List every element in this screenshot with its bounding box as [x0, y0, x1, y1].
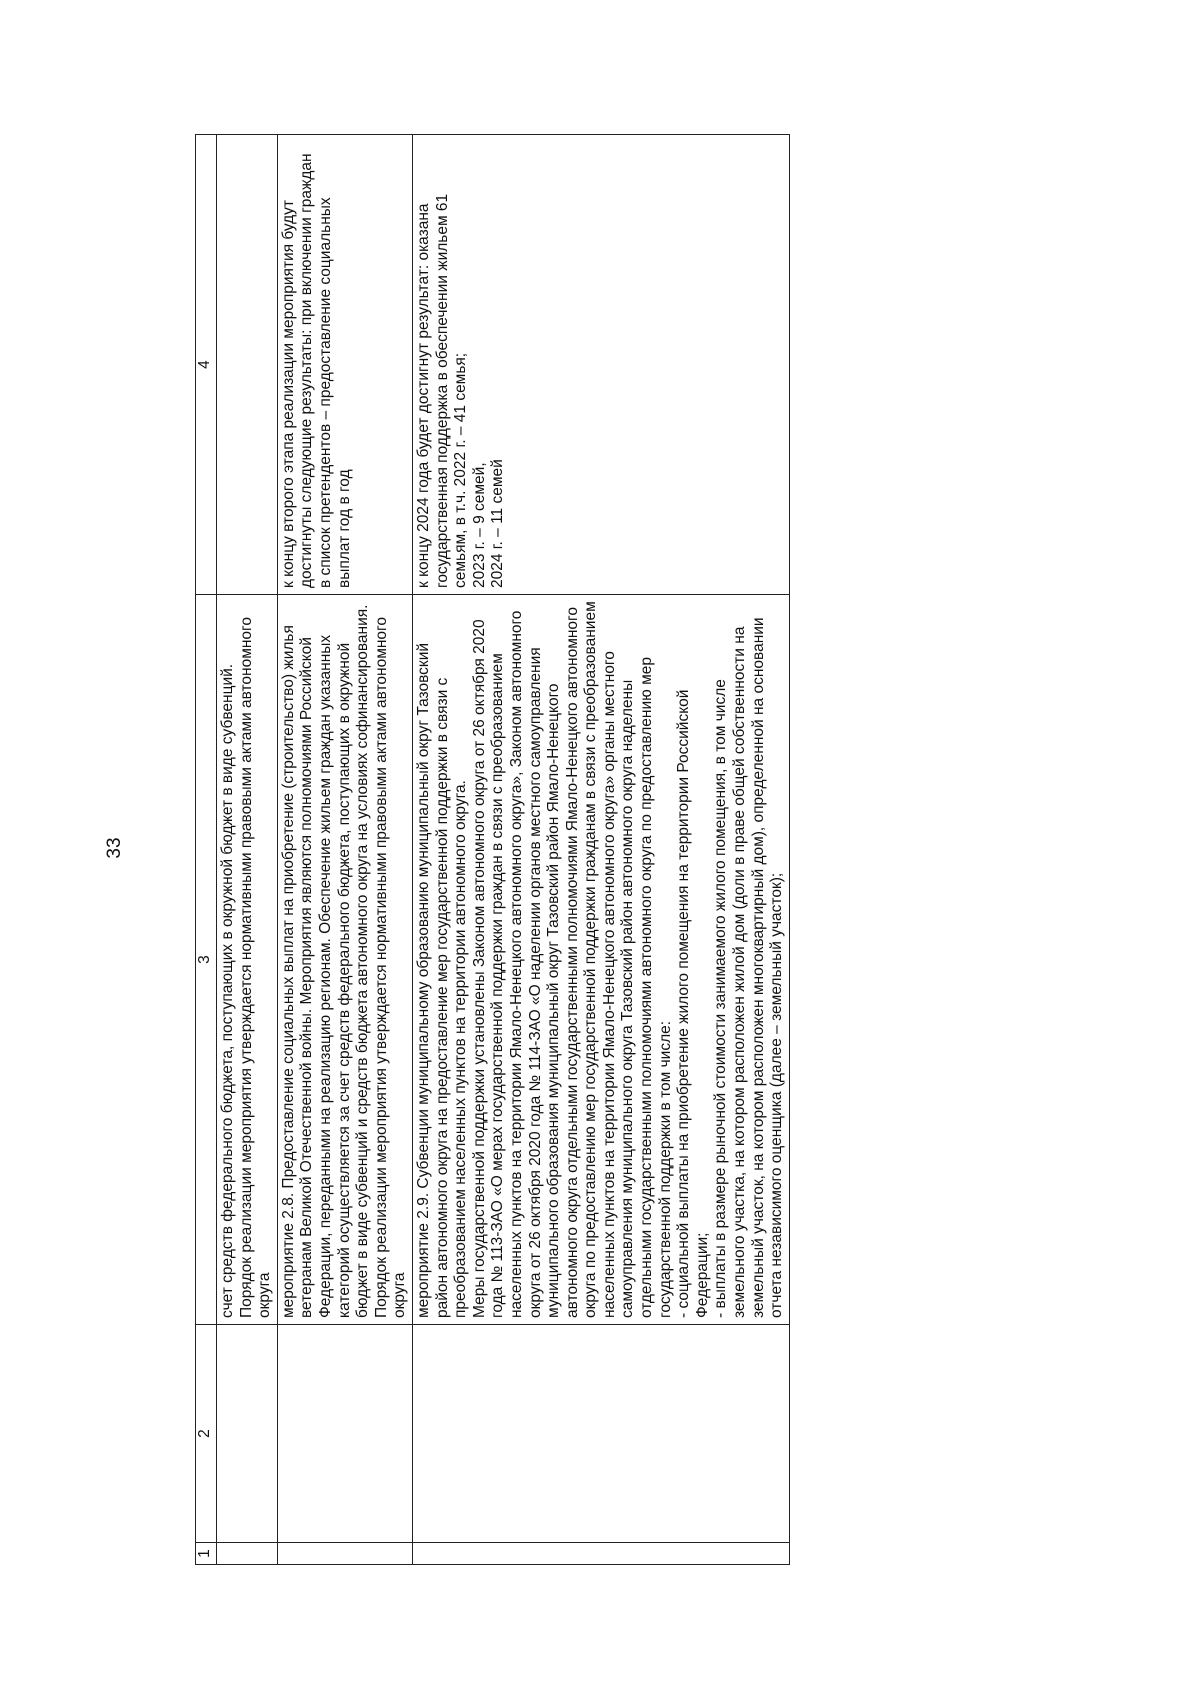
measure-description-cell: счет средств федерального бюджета, поступающих в окружной бюджет в виде субвенций. Порядок реализации мероприятия утверждается нормативными правовыми актами автономного округа	[217, 595, 278, 1325]
measure-description-cell: мероприятие 2.9. Субвенции муниципальному образованию муниципальный округ Тазовский район автономного округа на предоставление мер государственной поддержки в связи с преобразованием населенных пунктов на территории автономного округа. Меры государственной поддержки установлены Законом автономного округа от 26 октября 2020 года № 113-ЗАО «О мерах государственной поддержки граждан в связи с преобразованием населенных пунктов на территории Ямало-Ненецкого автономного округа», Законом автономного округа от 26 октября 2020 года № 114-ЗАО «О наделении органов местного самоуправления муниципального образования муниципальный округ Тазовский район Ямало-Ненецкого автономного округа отдельными государственными полномочиями Ямало-Ненецкого автономного округа по предоставлению мер государственной поддержки гражданам в связи с преобразованием населенных пунктов на территории Ямало-Ненецкого автономного округа» органы местного самоуправления муниципального округа Тазовский район автономного округа наделены отдельными государственными полномочиями автономного округа по предоставлению мер государственной поддержки в том числе: - социальной выплаты на приобретение жилого помещения на территории Российской Федерации; - выплаты в размере рыночной стоимости занимаемого жилого помещения, в том числе земельного участка, на котором расположен жилой дом (доли в праве общей собственности на земельный участок, на котором расположен многоквартирный дом), определенной на основании отчета независимого оценщика (далее – земельный участок);	[412, 595, 789, 1325]
table-header-row	[196, 135, 217, 1565]
table-row	[217, 135, 278, 1565]
column-header-2: 2	[196, 1325, 217, 1543]
table-cell	[277, 1325, 412, 1543]
table-cell	[412, 1325, 789, 1543]
table-cell	[217, 1543, 278, 1565]
measure-description-cell: мероприятие 2.8. Предоставление социальных выплат на приобретение (строительство) жилья ветеранам Великой Отечественной войны. Мероприятия являются полномочиями Российской Федерации, переданными на реализацию регионам. Обеспечение жильем граждан указанных категорий осуществляется за счет средств федерального бюджета, поступающих в окружной бюджет в виде субвенций и средств бюджета автономного округа на условиях софинансирования. Порядок реализации мероприятия утверждается нормативными правовыми актами автономного округа	[277, 595, 412, 1325]
page-number: 33	[104, 837, 125, 859]
table-row	[277, 135, 412, 1565]
program-measures-table	[195, 134, 790, 1565]
table-row	[412, 135, 789, 1565]
column-header-3: 3	[196, 595, 217, 1325]
table-cell	[217, 1325, 278, 1543]
rotated-table-container	[195, 135, 1075, 1565]
result-cell: к концу 2024 года будет достигнут результат: оказана государственная поддержка в обеспечении жильем 61 семьям, в т.ч. 2022 г. – 41 семья; 2023 г. – 9 семей, 2024 г. – 11 семей	[412, 135, 789, 595]
column-header-1: 1	[196, 1543, 217, 1565]
table-cell	[277, 1543, 412, 1565]
column-header-4: 4	[196, 135, 217, 595]
table-cell	[412, 1543, 789, 1565]
result-cell: к концу второго этапа реализации мероприятия будут достигнуты следующие результаты: при включении граждан в список претендентов – предоставление социальных выплат год в год	[277, 135, 412, 595]
result-cell	[217, 135, 278, 595]
